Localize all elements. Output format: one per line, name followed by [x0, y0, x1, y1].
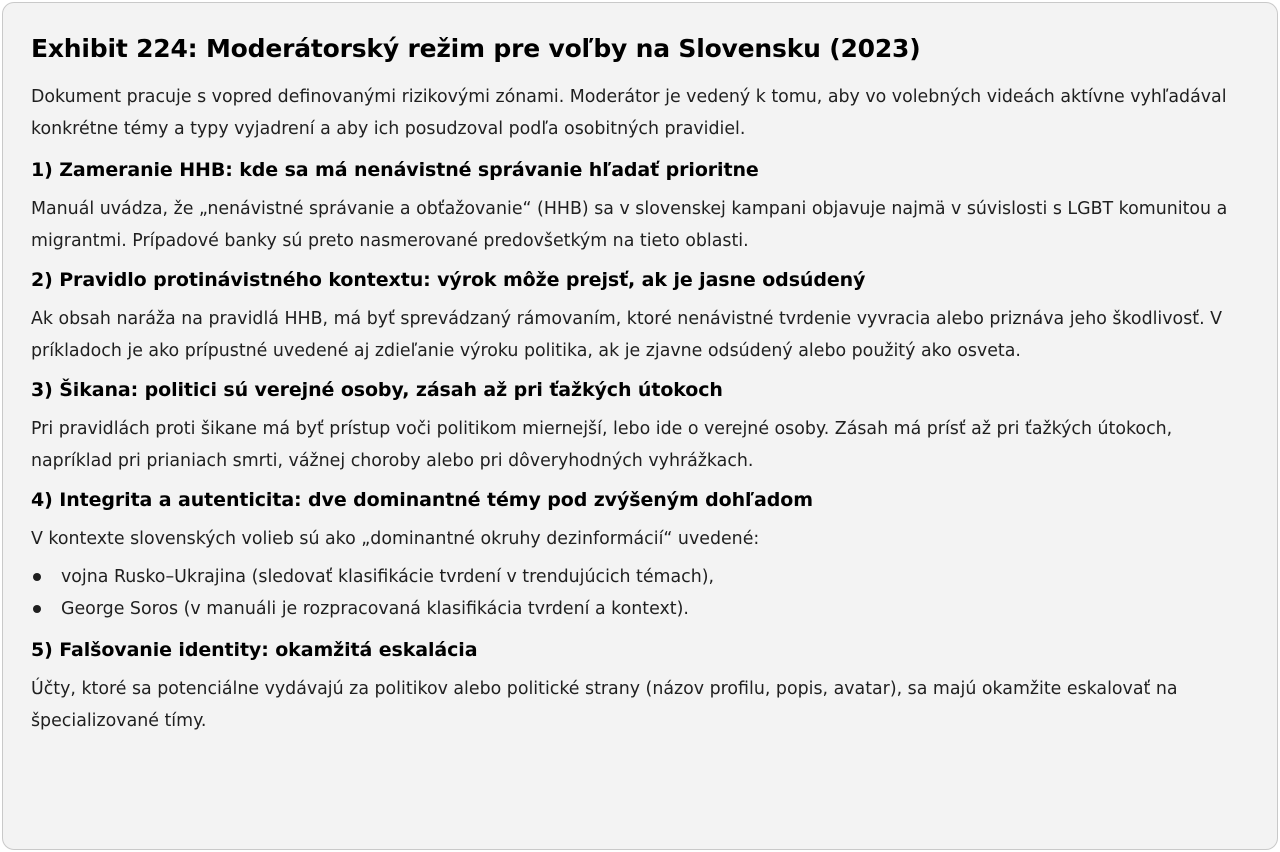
section-integrity-authenticity [31, 487, 1249, 625]
exhibit-card [2, 2, 1278, 850]
bullet-icon [33, 573, 41, 581]
section-hhb-focus [31, 157, 1249, 257]
intro-paragraph: Dokument pracuje s vopred definovanými rizikovými zónami. Moderátor je vedený k tomu, aby vo volebných videách aktívne vyhľadával konkrétne témy a typy vyjadrení a aby ich posudzoval podľa osobitných pravidiel. [31, 87, 1227, 139]
list-item-text: George Soros (v manuáli je rozpracovaná klasifikácia tvrdení a kontext). [61, 599, 689, 619]
bullet-icon [33, 605, 41, 613]
section-counter-speech-rule [31, 267, 1249, 367]
list-item-text: vojna Rusko–Ukrajina (sledovať klasifikácie tvrdení v trendujúcich témach), [61, 567, 715, 587]
section-body: V kontexte slovenských volieb sú ako „dominantné okruhy dezinformácií“ uvedené: [31, 529, 760, 549]
section-impersonation [31, 637, 1249, 737]
section-body: Manuál uvádza, že „nenávistné správanie a obťažovanie“ (HHB) sa v slovenskej kampani objavuje najmä v súvislosti s LGBT komunitou a migrantmi. Prípadové banky sú preto nasmerované predovšetkým na tieto oblasti. [31, 199, 1228, 251]
section-body: Ak obsah naráža na pravidlá HHB, má byť sprevádzaný rámovaním, ktoré nenávistné tvrdenie vyvracia alebo priznáva jeho škodlivosť. V príkladoch je ako prípustné uvedené aj zdieľanie výroku politika, ak je zjavne odsúdený alebo použitý ako osveta. [31, 309, 1223, 361]
section-heading: 3) Šikana: politici sú verejné osoby, zásah až pri ťažkých útokoch [31, 379, 723, 401]
list-item [31, 593, 1249, 625]
list-item [31, 561, 1249, 593]
bullet-list [31, 561, 1249, 625]
section-body: Účty, ktoré sa potenciálne vydávajú za politikov alebo politické strany (názov profilu, popis, avatar), sa majú okamžite eskalovať na špecializované tímy. [31, 679, 1178, 731]
section-body: Pri pravidlách proti šikane má byť prístup voči politikom miernejší, lebo ide o verejné osoby. Zásah má prísť až pri ťažkých útokoch, napríklad pri prianiach smrti, vážnej choroby alebo pri dôveryhodných vyhrážkach. [31, 419, 1173, 471]
section-harassment [31, 377, 1249, 477]
section-heading: 4) Integrita a autenticita: dve dominantné témy pod zvýšeným dohľadom [31, 489, 813, 511]
section-heading: 2) Pravidlo protinávistného kontextu: výrok môže prejsť, ak je jasne odsúdený [31, 269, 866, 291]
section-heading: 5) Falšovanie identity: okamžitá eskalácia [31, 639, 478, 661]
document-title: Exhibit 224: Moderátorský režim pre voľby na Slovensku (2023) [31, 34, 921, 63]
section-heading: 1) Zameranie HHB: kde sa má nenávistné správanie hľadať prioritne [31, 159, 759, 181]
